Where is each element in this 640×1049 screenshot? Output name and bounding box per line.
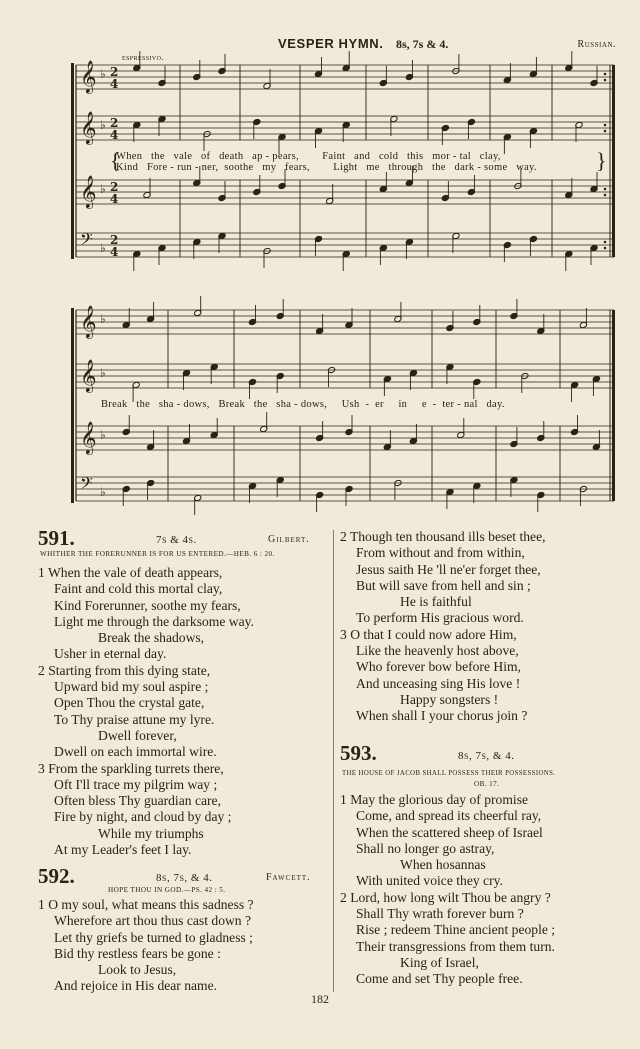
hymn-number-593: 593.	[340, 741, 377, 765]
verse-line: When hosannas	[400, 857, 486, 873]
hymn-592-tune: Fawcett.	[266, 872, 311, 883]
verse-line: To perform His gracious word.	[356, 610, 524, 626]
verse-line: Look to Jesus,	[98, 962, 177, 978]
verse-line: 1 May the glorious day of promise	[340, 792, 529, 807]
treble-clef: 𝄞	[80, 359, 97, 392]
verse-line: While my triumphs	[98, 825, 204, 841]
verse-line: With united voice they cry.	[356, 873, 503, 889]
verse-line: Dwell on each immortal wire.	[54, 744, 217, 760]
repeat-dot	[604, 124, 607, 127]
repeat-dot	[604, 241, 607, 244]
hymn-592-scripture: HOPE THOU IN GOD.—PS. 42 : 5.	[108, 886, 226, 894]
repeat-dot	[604, 188, 607, 191]
verse-line: Wherefore art thou thus cast down ?	[54, 913, 252, 929]
flat-sign: ♭	[100, 485, 106, 499]
verse-line: Open Thou the crystal gate,	[54, 695, 205, 711]
lyric-brace-left: {	[110, 148, 121, 173]
hymn-593-meter: 8s, 7s, & 4.	[458, 750, 515, 762]
verse-line: Usher in eternal day.	[54, 646, 167, 662]
hymn-592-meter: 8s, 7s, & 4.	[156, 872, 213, 884]
verse-line: Come and set Thy people free.	[356, 971, 523, 987]
hymn-593-verses	[340, 792, 555, 988]
repeat-dot	[604, 79, 607, 82]
flat-sign: ♭	[100, 428, 106, 442]
system-bracket	[71, 308, 74, 503]
verse-line: 3 From the sparkling turrets there,	[38, 760, 224, 776]
verse-line: Their transgressions from them turn.	[356, 938, 555, 954]
tune-title: VESPER HYMN.	[278, 36, 384, 51]
verse-line: Jesus saith He 'll ne'er forget thee,	[356, 561, 541, 577]
time-signature-top: 2	[110, 233, 119, 247]
hymn-591-meter: 7s & 4s.	[156, 534, 197, 546]
verse-line: 1 When the vale of death appears,	[38, 565, 223, 580]
treble-clef: 𝄞	[80, 111, 97, 144]
repeat-dot	[604, 73, 607, 76]
hymn-592-continued	[340, 529, 546, 725]
verse-line: Faint and cold this mortal clay,	[54, 581, 223, 597]
music-score	[0, 0, 640, 520]
verse-line: 3 O that I could now adore Him,	[340, 626, 517, 642]
verse-line: 2 Starting from this dying state,	[38, 662, 211, 678]
treble-clef: 𝄞	[80, 421, 97, 454]
verse-line: Oft I'll trace my pilgrim way ;	[54, 776, 218, 792]
verse-line: When shall I your chorus join ?	[356, 708, 528, 724]
hymn-591-verses	[38, 565, 254, 858]
repeat-dot	[604, 247, 607, 250]
lyric-refrain: Break the sha - dows, Break the sha - dows, Ush - er in e - ter - nal day.	[101, 399, 505, 410]
time-signature-bottom: 4	[110, 245, 119, 259]
verse-line: To Thy praise attune my lyre.	[54, 711, 215, 727]
verse-line: He is faithful	[400, 594, 472, 610]
verse-line: But will save from hell and sin ;	[356, 577, 531, 593]
flat-sign: ♭	[100, 312, 106, 326]
verse-line: Shall no longer go astray,	[356, 840, 495, 856]
verse-line: 1 O my soul, what means this sadness ?	[38, 897, 254, 912]
lyric-line-2: Kind Fore - run - ner, soothe my fears, Light me through the dark - some way.	[116, 162, 537, 173]
verse-line: Who forever bow before Him,	[356, 659, 521, 675]
flat-sign: ♭	[100, 182, 106, 196]
verse-line: Upward bid my soul aspire ;	[54, 679, 209, 695]
time-signature-top: 2	[110, 116, 119, 130]
time-signature-top: 2	[110, 65, 119, 79]
tune-origin: Russian.	[577, 39, 616, 50]
verse-line: Break the shadows,	[98, 630, 205, 646]
verse-line: Rise ; redeem Thine ancient people ;	[356, 922, 556, 938]
hymn-591-tune: Gilbert.	[268, 534, 310, 545]
verse-line: And rejoice in His dear name.	[54, 978, 218, 994]
verse-line: Happy songsters !	[400, 691, 499, 707]
time-signature-bottom: 4	[110, 192, 119, 206]
bass-clef: 𝄢	[80, 473, 93, 497]
verse-line: At my Leader's feet I lay.	[54, 842, 192, 858]
verse-line: Fire by night, and cloud by day ;	[54, 809, 232, 825]
verse-line: Often bless Thy guardian care,	[54, 793, 221, 809]
bass-clef: 𝄢	[80, 229, 93, 253]
time-signature-bottom: 4	[110, 77, 119, 91]
verse-line: Let thy griefs be turned to gladness ;	[54, 929, 253, 945]
treble-clef: 𝄞	[80, 175, 97, 208]
verse-line: Light me through the darksome way.	[54, 613, 254, 629]
hymn-number-591: 591.	[38, 526, 75, 550]
verse-line: From without and from within,	[356, 545, 525, 561]
page-number: 182	[311, 992, 329, 1006]
verse-line: King of Israel,	[400, 954, 479, 970]
lyric-brace-right: }	[596, 148, 607, 173]
treble-clef: 𝄞	[80, 60, 97, 93]
verse-line: Kind Forerunner, soothe my fears,	[54, 597, 241, 613]
time-signature-top: 2	[110, 180, 119, 194]
verse-line: 2 Lord, how long wilt Thou be angry ?	[340, 889, 551, 905]
flat-sign: ♭	[100, 366, 106, 380]
hymn-593-scripture: THE HOUSE OF JACOB SHALL POSSESS THEIR POSSESSIONS.	[342, 770, 556, 777]
tune-meter: 8s, 7s & 4.	[396, 37, 449, 51]
verse-line: Like the heavenly host above,	[356, 643, 519, 659]
verse-line: 2 Though ten thousand ills beset thee,	[340, 529, 546, 544]
column-divider	[333, 530, 334, 992]
lyric-line-1: When the vale of death ap - pears, Faint and cold this mor - tal clay,	[116, 151, 501, 162]
hymn-number-592: 592.	[38, 864, 75, 888]
system-bracket	[71, 63, 74, 259]
verse-line: When the scattered sheep of Israel	[356, 824, 543, 840]
verse-line: Dwell forever,	[98, 727, 177, 743]
repeat-dot	[604, 194, 607, 197]
hymn-591-scripture: WHITHER THE FORERUNNER IS FOR US ENTERED.—HEB. 6 : 20.	[40, 550, 275, 558]
verse-line: Bid thy restless fears be gone :	[54, 945, 221, 961]
verse-line: Come, and spread its cheerful ray,	[356, 808, 542, 824]
treble-clef: 𝄞	[80, 305, 97, 338]
final-bar-thick	[612, 65, 615, 257]
final-bar-thick	[612, 310, 615, 501]
time-signature-bottom: 4	[110, 128, 119, 142]
flat-sign: ♭	[100, 118, 106, 132]
flat-sign: ♭	[100, 67, 106, 81]
verse-line: Shall Thy wrath forever burn ?	[356, 906, 524, 922]
tempo-marking: espressivo.	[122, 53, 164, 62]
hymn-592-verses	[38, 897, 254, 995]
repeat-dot	[604, 130, 607, 133]
hymn-593-reference: OB. 17.	[474, 780, 500, 788]
verse-line: And unceasing sing His love !	[356, 675, 521, 691]
flat-sign: ♭	[100, 241, 106, 255]
